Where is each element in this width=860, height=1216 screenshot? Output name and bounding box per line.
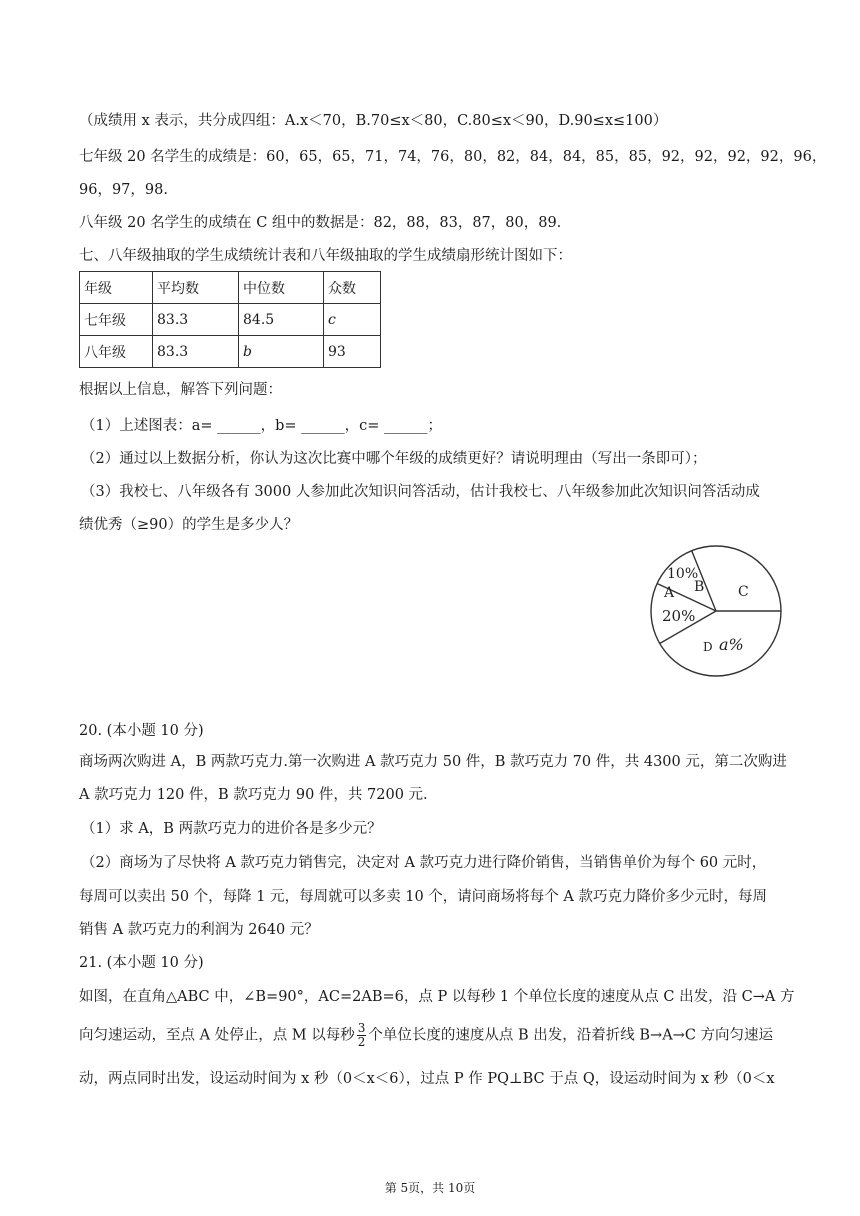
- question-3-line1: （3）我校七、八年级各有 3000 人参加此次知识问答活动，估计我校七、八年级参加此次知识问答活动成: [81, 484, 760, 500]
- problem-20-question-2-line3: 销售 A 款巧克力的利润为 2640 元？: [79, 922, 319, 938]
- table-row: [80, 304, 381, 336]
- problem-20-question-2-line1: （2）商场为了尽快将 A 款巧克力销售完，决定对 A 款巧克力进行降价销售，当销售单价为每个 60 元时，: [81, 855, 767, 871]
- table-cell: 八年级: [80, 336, 153, 368]
- question-3-line2: 绩优秀（≥90）的学生是多少人？: [79, 517, 299, 533]
- fraction-numerator: 3: [357, 1021, 366, 1035]
- problem-21-line2-start: 向匀速运动，至点 A 处停止，点 M 以每秒: [79, 1027, 355, 1044]
- table-row: [80, 336, 381, 368]
- table-header-cell: 年级: [80, 272, 153, 304]
- table-cell: 83.3: [153, 336, 239, 368]
- pie-label-a: A: [664, 585, 675, 601]
- problem-20-line1: 商场两次购进 A，B 两款巧克力.第一次购进 A 款巧克力 50 件，B 款巧克力 70 件，共 4300 元，第二次购进: [79, 754, 787, 770]
- problem-21-line1: 如图，在直角△ABC 中，∠B=90°，AC=2AB=6，点 P 以每秒 1 个单位长度的速度从点 C 出发，沿 C→A 方: [79, 989, 795, 1005]
- fraction-three-halves: [357, 1022, 367, 1049]
- grouping-note: （成绩用 x 表示，共分成四组：A.x＜70，B.70≤x＜80，C.80≤x＜90，D.90≤x≤100）: [79, 113, 668, 129]
- problem-21-line2-end: 个单位长度的速度从点 B 出发，沿着折线 B→A→C 方向匀速运: [368, 1027, 774, 1044]
- problem-21-line3: 动，两点同时出发，设运动时间为 x 秒（0＜x＜6），过点 P 作 PQ⊥BC 于点 Q，设运动时间为 x 秒（0＜x: [79, 1071, 775, 1087]
- table-header-cell: 平均数: [153, 272, 239, 304]
- table-cell: 83.3: [153, 304, 239, 336]
- pie-value-label-b: 10%: [667, 566, 699, 582]
- grade8-c-scores: 八年级 20 名学生的成绩在 C 组中的数据是：82，88，83，87，80，89.: [79, 215, 562, 231]
- answer-intro: 根据以上信息，解答下列问题：: [79, 382, 282, 398]
- table-cell: b: [239, 336, 324, 368]
- problem-20-question-1: （1）求 A，B 两款巧克力的进价各是多少元？: [81, 821, 382, 837]
- table-cell: 七年级: [80, 304, 153, 336]
- problem-20-line2: A 款巧克力 120 件，B 款巧克力 90 件，共 7200 元.: [79, 787, 428, 803]
- pie-label-d: D: [703, 640, 713, 654]
- grade7-scores-line1: 七年级 20 名学生的成绩是：60，65，65，71，74，76，80，82，84，84，85，85，92，92，92，92，96，: [79, 149, 827, 165]
- table-cell: c: [324, 304, 381, 336]
- problem-20-question-2-line2: 每周可以卖出 50 个，每降 1 元，每周就可以多卖 10 个，请问商场将每个 A 款巧克力降价多少元时，每周: [79, 889, 767, 905]
- table-header-row: [80, 272, 381, 304]
- pie-value-label-a: 20%: [662, 607, 696, 625]
- grade7-scores-line2: 96，97，98.: [79, 182, 168, 198]
- question-1: （1）上述图表：a= ______，b= ______，c= ______；: [81, 418, 443, 434]
- table-header-cell: 众数: [324, 272, 381, 304]
- pie-label-b: B: [694, 579, 705, 595]
- problem-21-line2: [79, 1022, 773, 1049]
- page-footer: 第 5页，共 10页: [384, 1181, 476, 1195]
- table-intro: 七、八年级抽取的学生成绩统计表和八年级抽取的学生成绩扇形统计图如下：: [79, 248, 572, 264]
- pie-value-label-d: a%: [719, 635, 744, 654]
- question-2: （2）通过以上数据分析，你认为这次比赛中哪个年级的成绩更好？请说明理由（写出一条即可）；: [81, 451, 707, 467]
- fraction-denominator: 2: [357, 1035, 366, 1049]
- table-header-cell: 中位数: [239, 272, 324, 304]
- stats-table: [79, 271, 381, 368]
- problem-20-heading: 20. (本小题 10 分): [79, 723, 204, 739]
- pie-label-c: C: [738, 584, 749, 600]
- table-cell: 93: [324, 336, 381, 368]
- problem-21-heading: 21. (本小题 10 分): [79, 955, 204, 971]
- table-cell: 84.5: [239, 304, 324, 336]
- grade8-pie-chart: [650, 545, 786, 681]
